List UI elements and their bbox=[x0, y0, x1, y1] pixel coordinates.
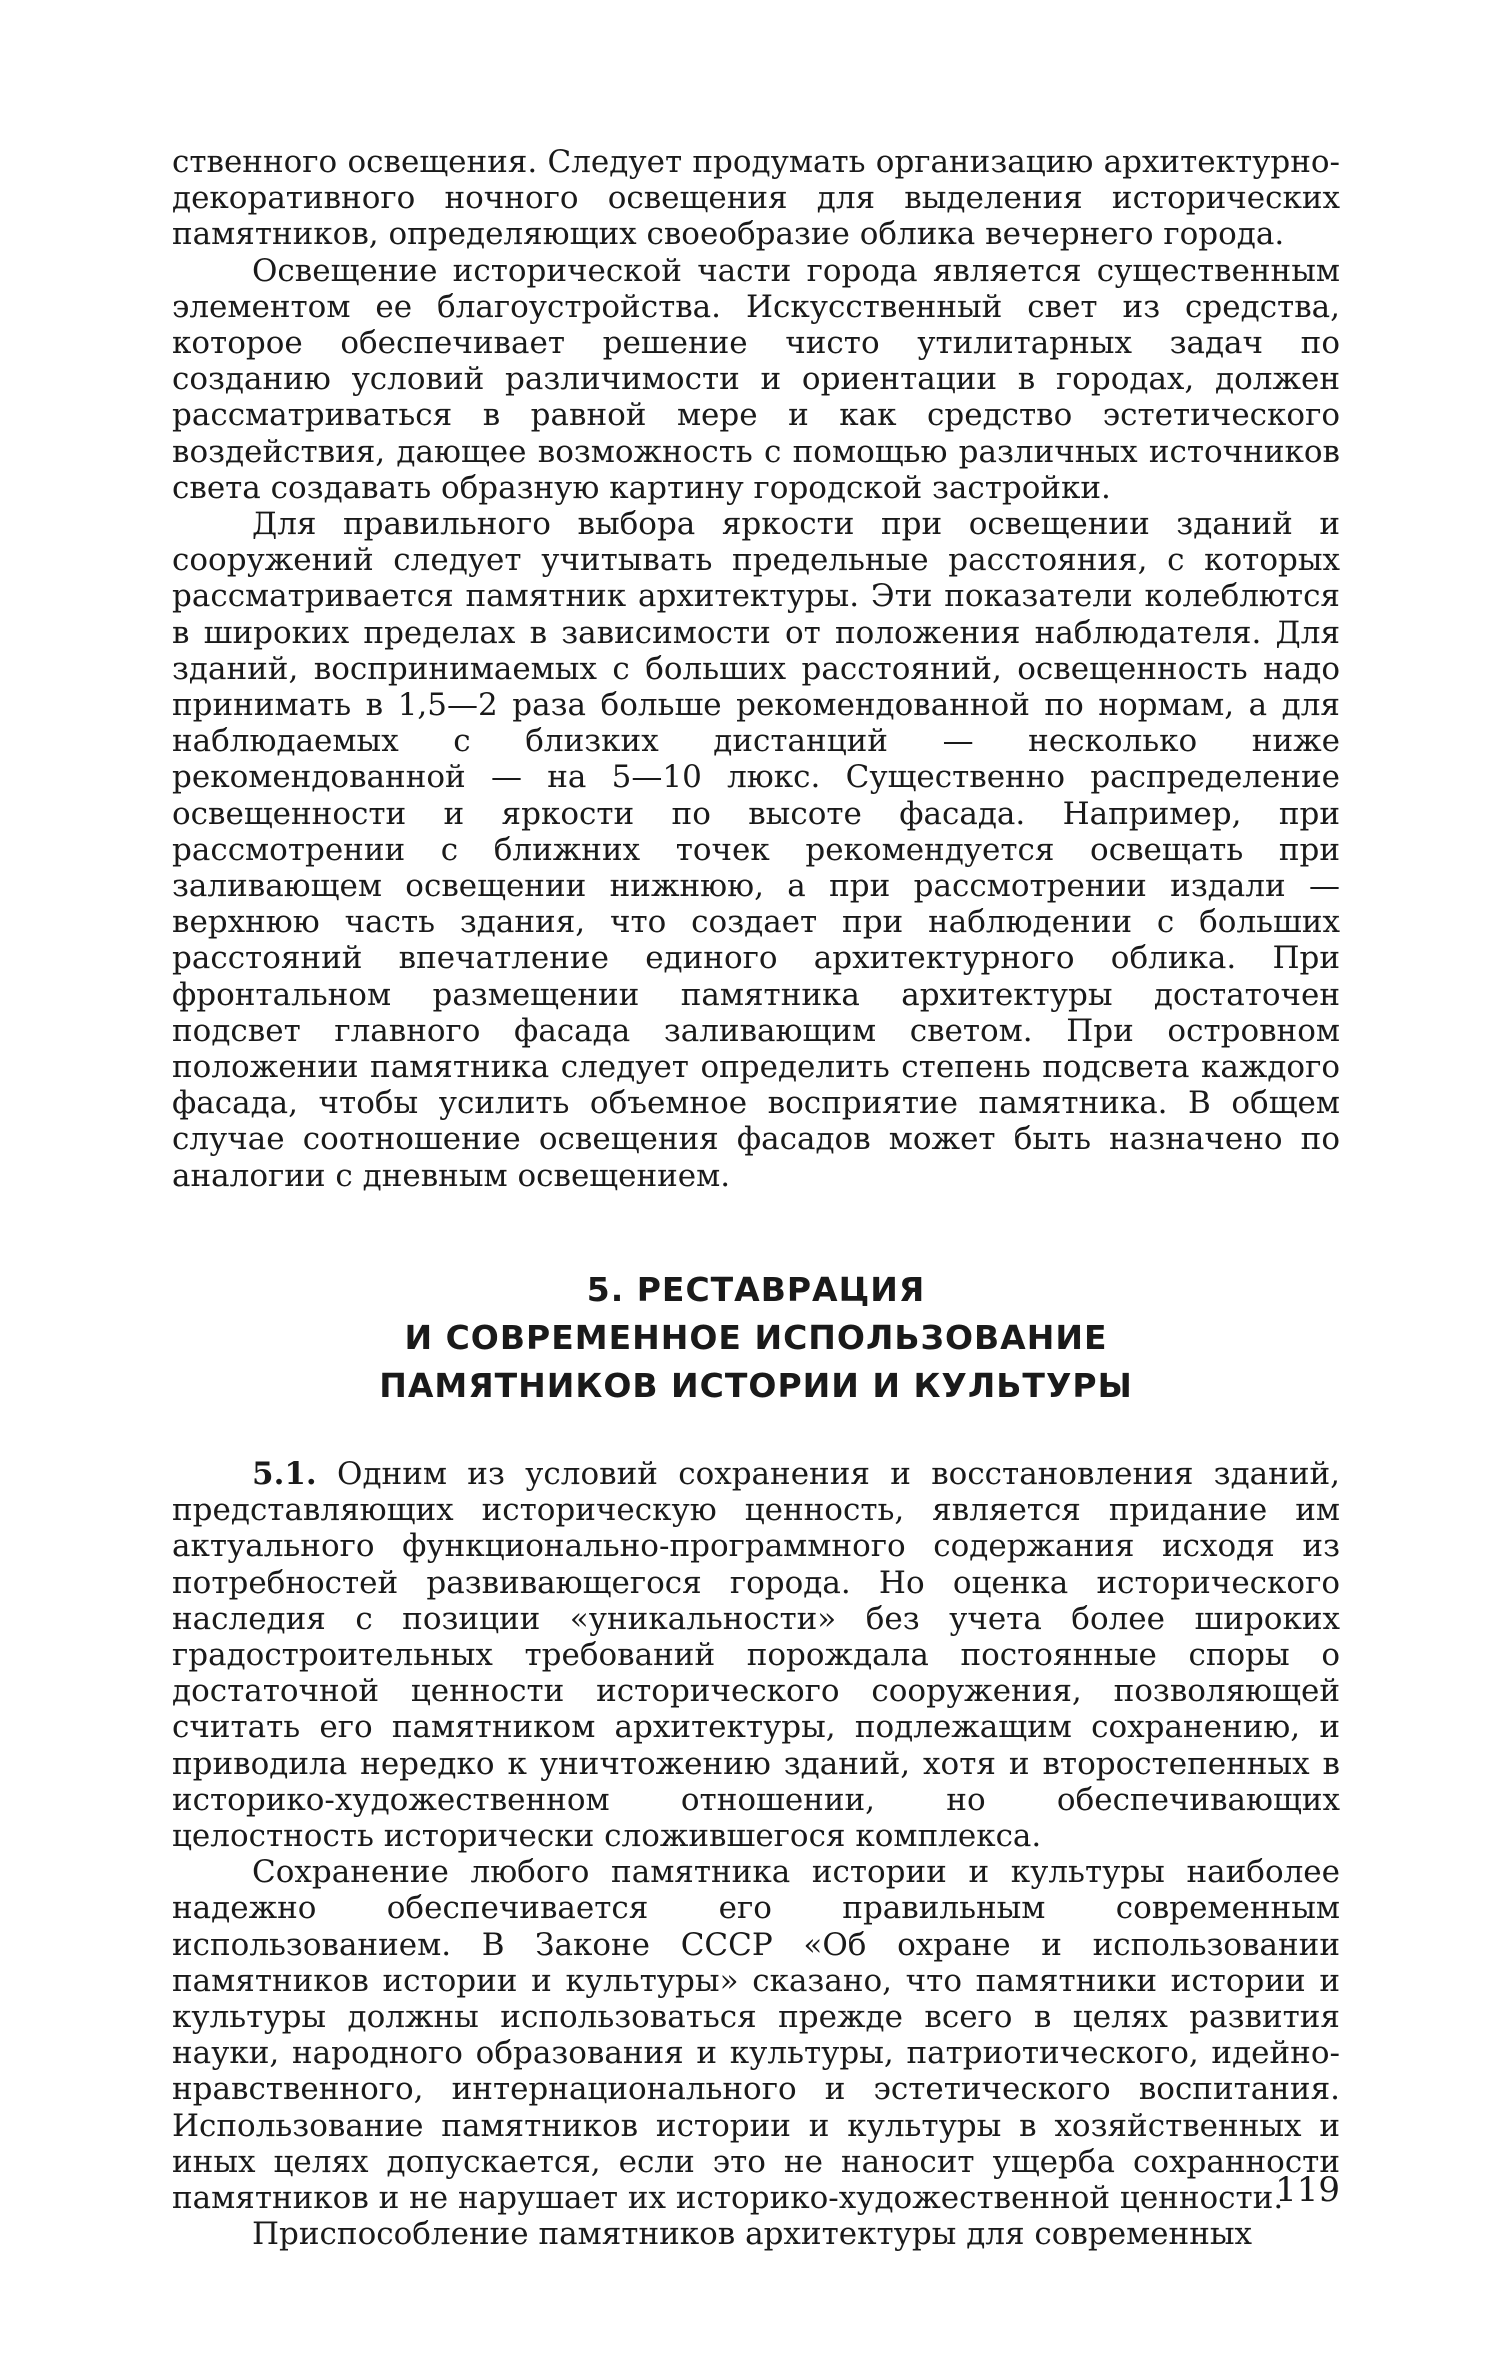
subsection-number: 5.1. bbox=[252, 1455, 317, 1492]
paragraph-brightness-selection: Для правильного выбора яркости при освещении зданий и сооружений следует учитывать предельные расстояния, с которых рассматривается памятник архитектуры. Эти показатели колеблются в широких пределах в зависимости от положения наблюдателя. Для зданий, воспринимаемых с больших расстояний, освещенность надо принимать в 1,5—2 раза больше рекомендованной по нормам, а для наблюдаемых с близких дистанций — несколько ниже рекомендованной — на 5—10 люкс. Существенно распределение освещенности и яркости по высоте фасада. Например, при рассмотрении с ближних точек рекомендуется освещать при заливающем освещении нижнюю, а при рассмотрении издали — верхнюю часть здания, что создает при наблюдении с больших расстояний впечатление единого архитектурного облика. При фронтальном размещении памятника архитектуры достаточен подсвет главного фасада заливающим светом. При островном положении памятника следует определить степень подсвета каждого фасада, чтобы усилить объемное восприятие памятника. В общем случае соотношение освещения фасадов может быть назначено по аналогии с дневным освещением. bbox=[172, 506, 1340, 1194]
section-heading bbox=[172, 1266, 1340, 1410]
page-number: 119 bbox=[1275, 2170, 1340, 2210]
section-heading-line-2: И СОВРЕМЕННОЕ ИСПОЛЬЗОВАНИЕ bbox=[404, 1317, 1108, 1357]
section-heading-line-1: 5. РЕСТАВРАЦИЯ bbox=[586, 1269, 926, 1309]
paragraph-5-1-text: Одним из условий сохранения и восстановления зданий, представляющих историческую ценность, является придание им актуального функционально-программного содержания исходя из потребностей развивающегося города. Но оценка исторического наследия с позиции «уникальности» без учета более широких градостроительных требований порождала постоянные споры о достаточной ценности исторического сооружения, позволяющей считать его памятником архитектуры, подлежащим сохранению, и приводила нередко к уничтожению зданий, хотя и второстепенных в историко-художественном отношении, но обеспечивающих целостность исторически сложившегося комплекса. bbox=[172, 1455, 1340, 1854]
document-page bbox=[172, 144, 1340, 2252]
paragraph-lighting-continuation: ственного освещения. Следует продумать организацию архитектурно-декоративного ночного освещения для выделения исторических памятников, определяющих своеобразие облика вечернего города. bbox=[172, 144, 1340, 253]
paragraph-adaptation: Приспособление памятников архитектуры для современных bbox=[252, 2216, 1253, 2253]
section-heading-line-3: ПАМЯТНИКОВ ИСТОРИИ И КУЛЬТУРЫ bbox=[379, 1365, 1133, 1405]
paragraph-preservation-law: Сохранение любого памятника истории и культуры наиболее надежно обеспечивается его правильным современным использованием. В Законе СССР «Об охране и использовании памятников истории и культуры» сказано, что памятники истории и культуры должны использоваться прежде всего в целях развития науки, народного образования и культуры, патриотического, идейно-нравственного, интернационального и эстетического воспитания. Использование памятников истории и культуры в хозяйственных и иных целях допускается, если это не наносит ущерба сохранности памятников и не нарушает их историко-художественной ценности. bbox=[172, 1854, 1340, 2216]
paragraph-historic-lighting: Освещение исторической части города является существенным элементом ее благоустройства. Искусственный свет из средства, которое обеспечивает решение чисто утилитарных задач по созданию условий различимости и ориентации в городах, должен рассматриваться в равной мере и как средство эстетического воздействия, дающее возможность с помощью различных источников света создавать образную картину городской застройки. bbox=[172, 252, 1340, 506]
paragraph-5-1 bbox=[172, 1456, 1340, 1854]
